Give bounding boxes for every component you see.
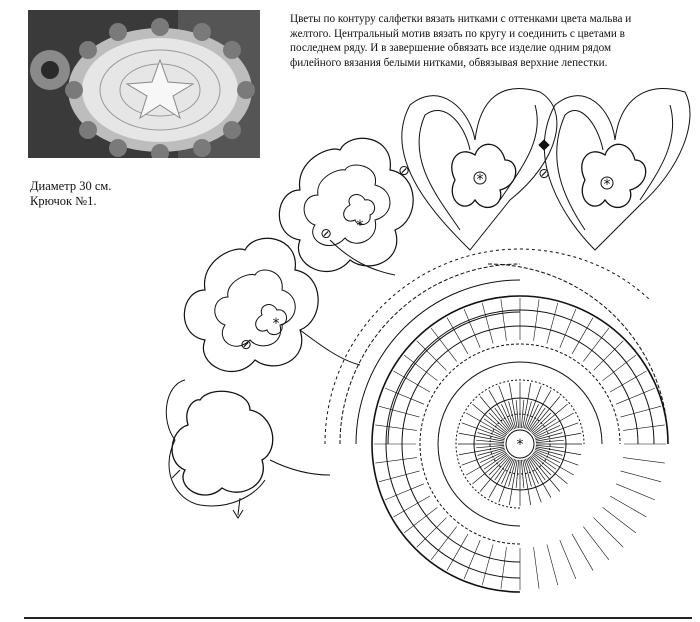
connection-arrows: [172, 240, 395, 518]
fan-stitch: [623, 458, 665, 463]
stitch-spoke: [459, 447, 504, 455]
stitch-spoke: [489, 455, 509, 475]
cut-mark-3: ⊘: [398, 163, 410, 179]
pattern-description: Цветы по контуру салфетки вязать нитками с оттенками цвета мальва и желтого. Центральный мотив вязать по кругу и соединить с цветами в последнем ряду. И в завершение обвязать все изделие одним рядом филейного вязания белыми нитками, обвязывая верхние лепестки.: [290, 13, 632, 69]
fan-stitch: [501, 299, 506, 341]
stitch-spoke: [459, 433, 504, 441]
stitch-spoke: [535, 423, 578, 439]
stitch-spoke: [523, 460, 531, 505]
fan-stitch: [379, 406, 420, 417]
stitch-spoke: [489, 413, 509, 433]
stitch-spoke: [523, 383, 531, 428]
fan-stitch: [616, 388, 655, 404]
stitch-spoke: [509, 383, 517, 428]
top-flower-left: [402, 89, 557, 250]
fan-stitch: [594, 518, 624, 548]
fan-stitch: [375, 458, 417, 463]
flower3-center-mark: *: [476, 172, 484, 188]
center-mark: *: [516, 437, 524, 453]
side-flower-1: [279, 138, 413, 271]
fan-stitch: [560, 309, 576, 348]
fan-stitch: [482, 303, 493, 344]
fan-stitch: [547, 544, 558, 585]
stitch-spoke: [462, 449, 505, 465]
fan-stitch: [534, 299, 539, 341]
cut-mark-2: ⊘: [240, 337, 252, 353]
fan-stitch: [375, 425, 417, 430]
flower1-center-mark: *: [356, 218, 364, 234]
fan-stitch: [547, 303, 558, 344]
fan-stitch: [464, 309, 480, 348]
stitch-spoke: [531, 455, 551, 475]
fan-stitch: [620, 471, 661, 482]
stitch-spoke: [509, 460, 517, 505]
diamond-mark: [538, 139, 549, 150]
top-flower-right: [544, 89, 690, 250]
side-flower-3: [166, 380, 272, 506]
fan-stitch: [501, 547, 506, 589]
fan-stitch: [572, 534, 593, 570]
stitch-spoke: [536, 433, 581, 441]
fan-stitch: [482, 544, 493, 585]
stitch-spoke: [499, 459, 515, 502]
fan-stitch: [616, 484, 655, 500]
flower4-center-mark: *: [603, 177, 611, 193]
stitch-spoke: [525, 459, 541, 502]
fan-stitch: [583, 527, 609, 560]
cut-mark-1: ⊘: [320, 226, 332, 242]
fan-stitch: [603, 507, 636, 533]
fan-stitch: [620, 406, 661, 417]
stitch-spoke: [525, 386, 541, 429]
fan-stitch: [610, 496, 646, 517]
fan-stitch: [385, 388, 424, 404]
fan-stitch: [464, 540, 480, 579]
stitch-spoke: [536, 447, 581, 455]
fan-stitch: [385, 484, 424, 500]
fan-stitch: [379, 471, 420, 482]
fan-stitch: [560, 540, 576, 579]
diameter-label: Диаметр 30 см.: [30, 179, 112, 193]
bottom-rule: [24, 617, 692, 619]
stitch-spoke: [499, 386, 515, 429]
stitch-spoke: [462, 423, 505, 439]
hook-label: Крючок №1.: [30, 194, 97, 208]
stitch-spoke: [535, 449, 578, 465]
flower2-center-mark: *: [272, 316, 280, 332]
cut-mark-4: ⊘: [538, 166, 550, 182]
fan-stitch: [623, 425, 665, 430]
fan-stitch: [534, 547, 539, 589]
stitch-spoke: [531, 413, 551, 433]
